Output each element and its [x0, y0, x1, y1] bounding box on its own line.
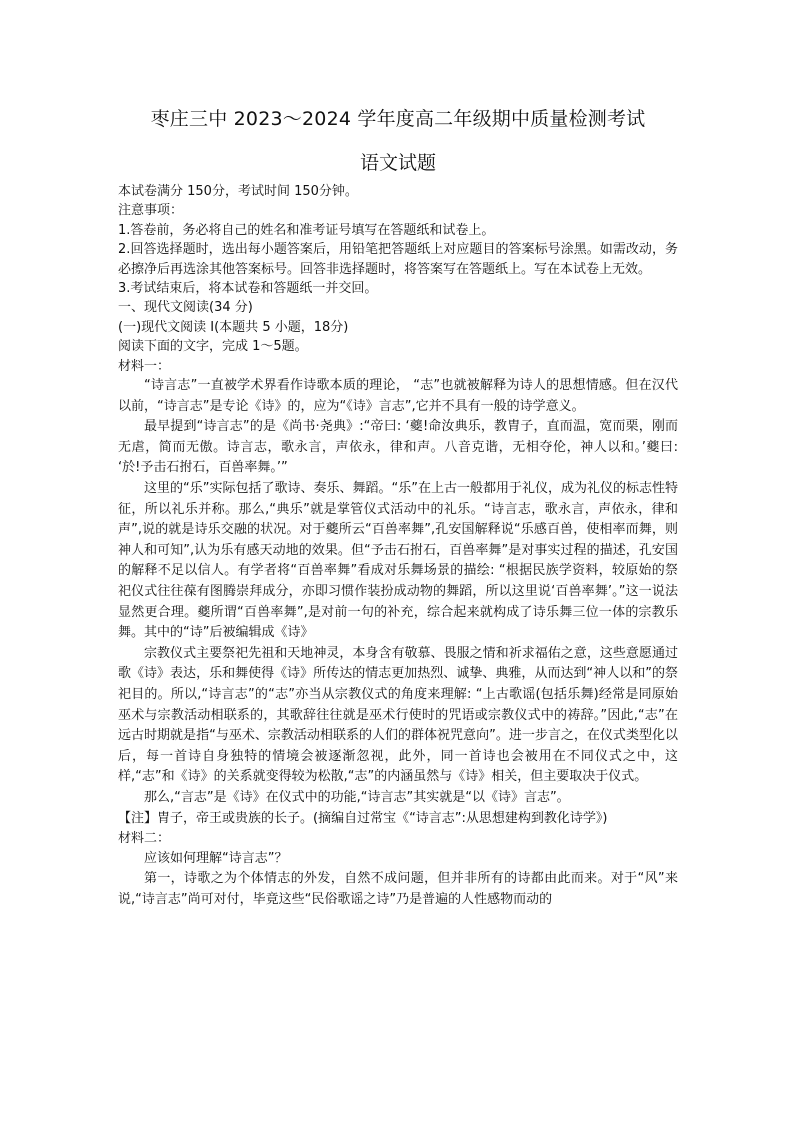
material-2-paragraph-2: 第一，诗歌之为个体情志的外发，自然不成问题，但并非所有的诗都由此而来。对于“风”来说,“诗言志”尚可对付，毕竟这些“民俗歌谣之诗”乃是普遍的人性感物而动的: [118, 871, 678, 907]
notice-item-3: 3.考试结束后，将本试卷和答题纸一并交回。: [118, 281, 378, 297]
score-line: 本试卷满分 150分，考试时间 150分钟。: [118, 184, 358, 199]
material-1-paragraph-4: 宗教仪式主要祭祀先祖和天地神灵，本身含有敬慕、畏服之情和祈求福佑之意，这些意愿通过歌《诗》表达，乐和舞使得《诗》所传达的情志更加热烈、诚挚、典雅，从而达到“神人以和”的祭祀目的。所以,“诗言志”的“志”亦当从宗教仪式的角度来理解: “上古歌谣(包括乐舞)经常是同原始巫术与宗教活动相联系的，其歌辞往往就是巫术行使时的咒语或宗教仪式中的祷辞。”因此,“志”在远古时期就是指“与巫术、宗教活动相联系的人们的群体祝咒意向”。进一步言之，在仪式类型化以后，每一首诗自身独特的情境会被逐渐忽视，此外，同一首诗也会被用在不同仪式之中，这样,“志”和《诗》的关系就变得较为松散,“志”的内涵虽然与《诗》相关，但主要取决于仪式。: [118, 645, 678, 785]
material-1-paragraph-5: 那么,“言志”是《诗》在仪式中的功能,“诗言志”其实就是“以《诗》言志”。: [144, 789, 570, 805]
section-heading-1-1: (一)现代文阅读 I(本题共 5 小题，18分): [118, 319, 349, 335]
material-1-label: 材料一：: [118, 358, 171, 374]
notice-title: 注意事项：: [118, 203, 184, 219]
material-2-label: 材料二：: [118, 831, 171, 847]
notice-item-1: 1.答卷前，务必将自己的姓名和准考证号填写在答题纸和试卷上。: [118, 222, 495, 238]
material-1-paragraph-1: “诗言志”一直被学术界看作诗歌本质的理论， “志”也就被解释为诗人的思想情感。但在汉代以前，“诗言志”是专论《诗》的，应为“《诗》言志”,它并不具有一般的诗学意义。: [118, 378, 678, 414]
material-2-paragraph-1: 应该如何理解“诗言志”？: [144, 850, 288, 866]
notice-item-2: 2.回答选择题时，选出每小题答案后，用铅笔把答题纸上对应题目的答案标号涂黑。如需改动，务必擦净后再选涂其他答案标号。回答非选择题时，将答案写在答题纸上。写在本试卷上无效。: [118, 242, 678, 277]
exam-subtitle: 语文试题: [359, 152, 436, 174]
material-1-note: 【注】胄子，帝王或贵族的长子。(摘编自过常宝《“诗言志”:从思想建构到教化诗学》): [118, 810, 608, 826]
exam-title: 枣庄三中 2023～2024 学年度高二年级期中质量检测考试: [150, 108, 646, 130]
reading-instruction: 阅读下面的文字，完成 1～5题。: [118, 339, 308, 355]
section-heading-1: 一、现代文阅读(34 分): [118, 300, 253, 316]
page-content: [118, 104, 678, 910]
material-1-paragraph-3: 这里的“乐”实际包括了歌诗、奏乐、舞蹈。“乐”在上古一般都用于礼仪，成为礼仪的标志性特征，所以礼乐并称。那么,“典乐”就是掌管仪式活动中的礼乐。“诗言志，歌永言，声依永，律和声”,说的就是诗乐交融的状况。对于夔所云“百兽率舞”,孔安国解释说“乐感百兽，使相率而舞，则神人和可知”,认为乐有感天动地的效果。但“予击石拊石，百兽率舞”是对事实过程的描述，孔安国的解释不足以信人。有学者将“百兽率舞”看成对乐舞场景的描绘: “根据民族学资料，较原始的祭祀仪式往往葆有图腾崇拜成分，亦即习惯作装扮成动物的舞蹈，所以这里说‘百兽率舞’。”这一说法显然更合理。夔所谓“百兽率舞”,是对前一句的补充，综合起来就构成了诗乐舞三位一体的宗教乐舞。其中的“诗”后被编辑成《诗》: [118, 481, 678, 641]
material-1-paragraph-2: 最早提到“诗言志”的是《尚书·尧典》:“帝曰: ‘夔!命汝典乐，教胄子，直而温，宽而栗，刚而无虐，简而无傲。诗言志，歌永言，声依永，律和声。八音克谐，无相夺伦，神人以和。’夔曰: ‘於!予击石拊石，百兽率舞。’”: [118, 419, 678, 476]
